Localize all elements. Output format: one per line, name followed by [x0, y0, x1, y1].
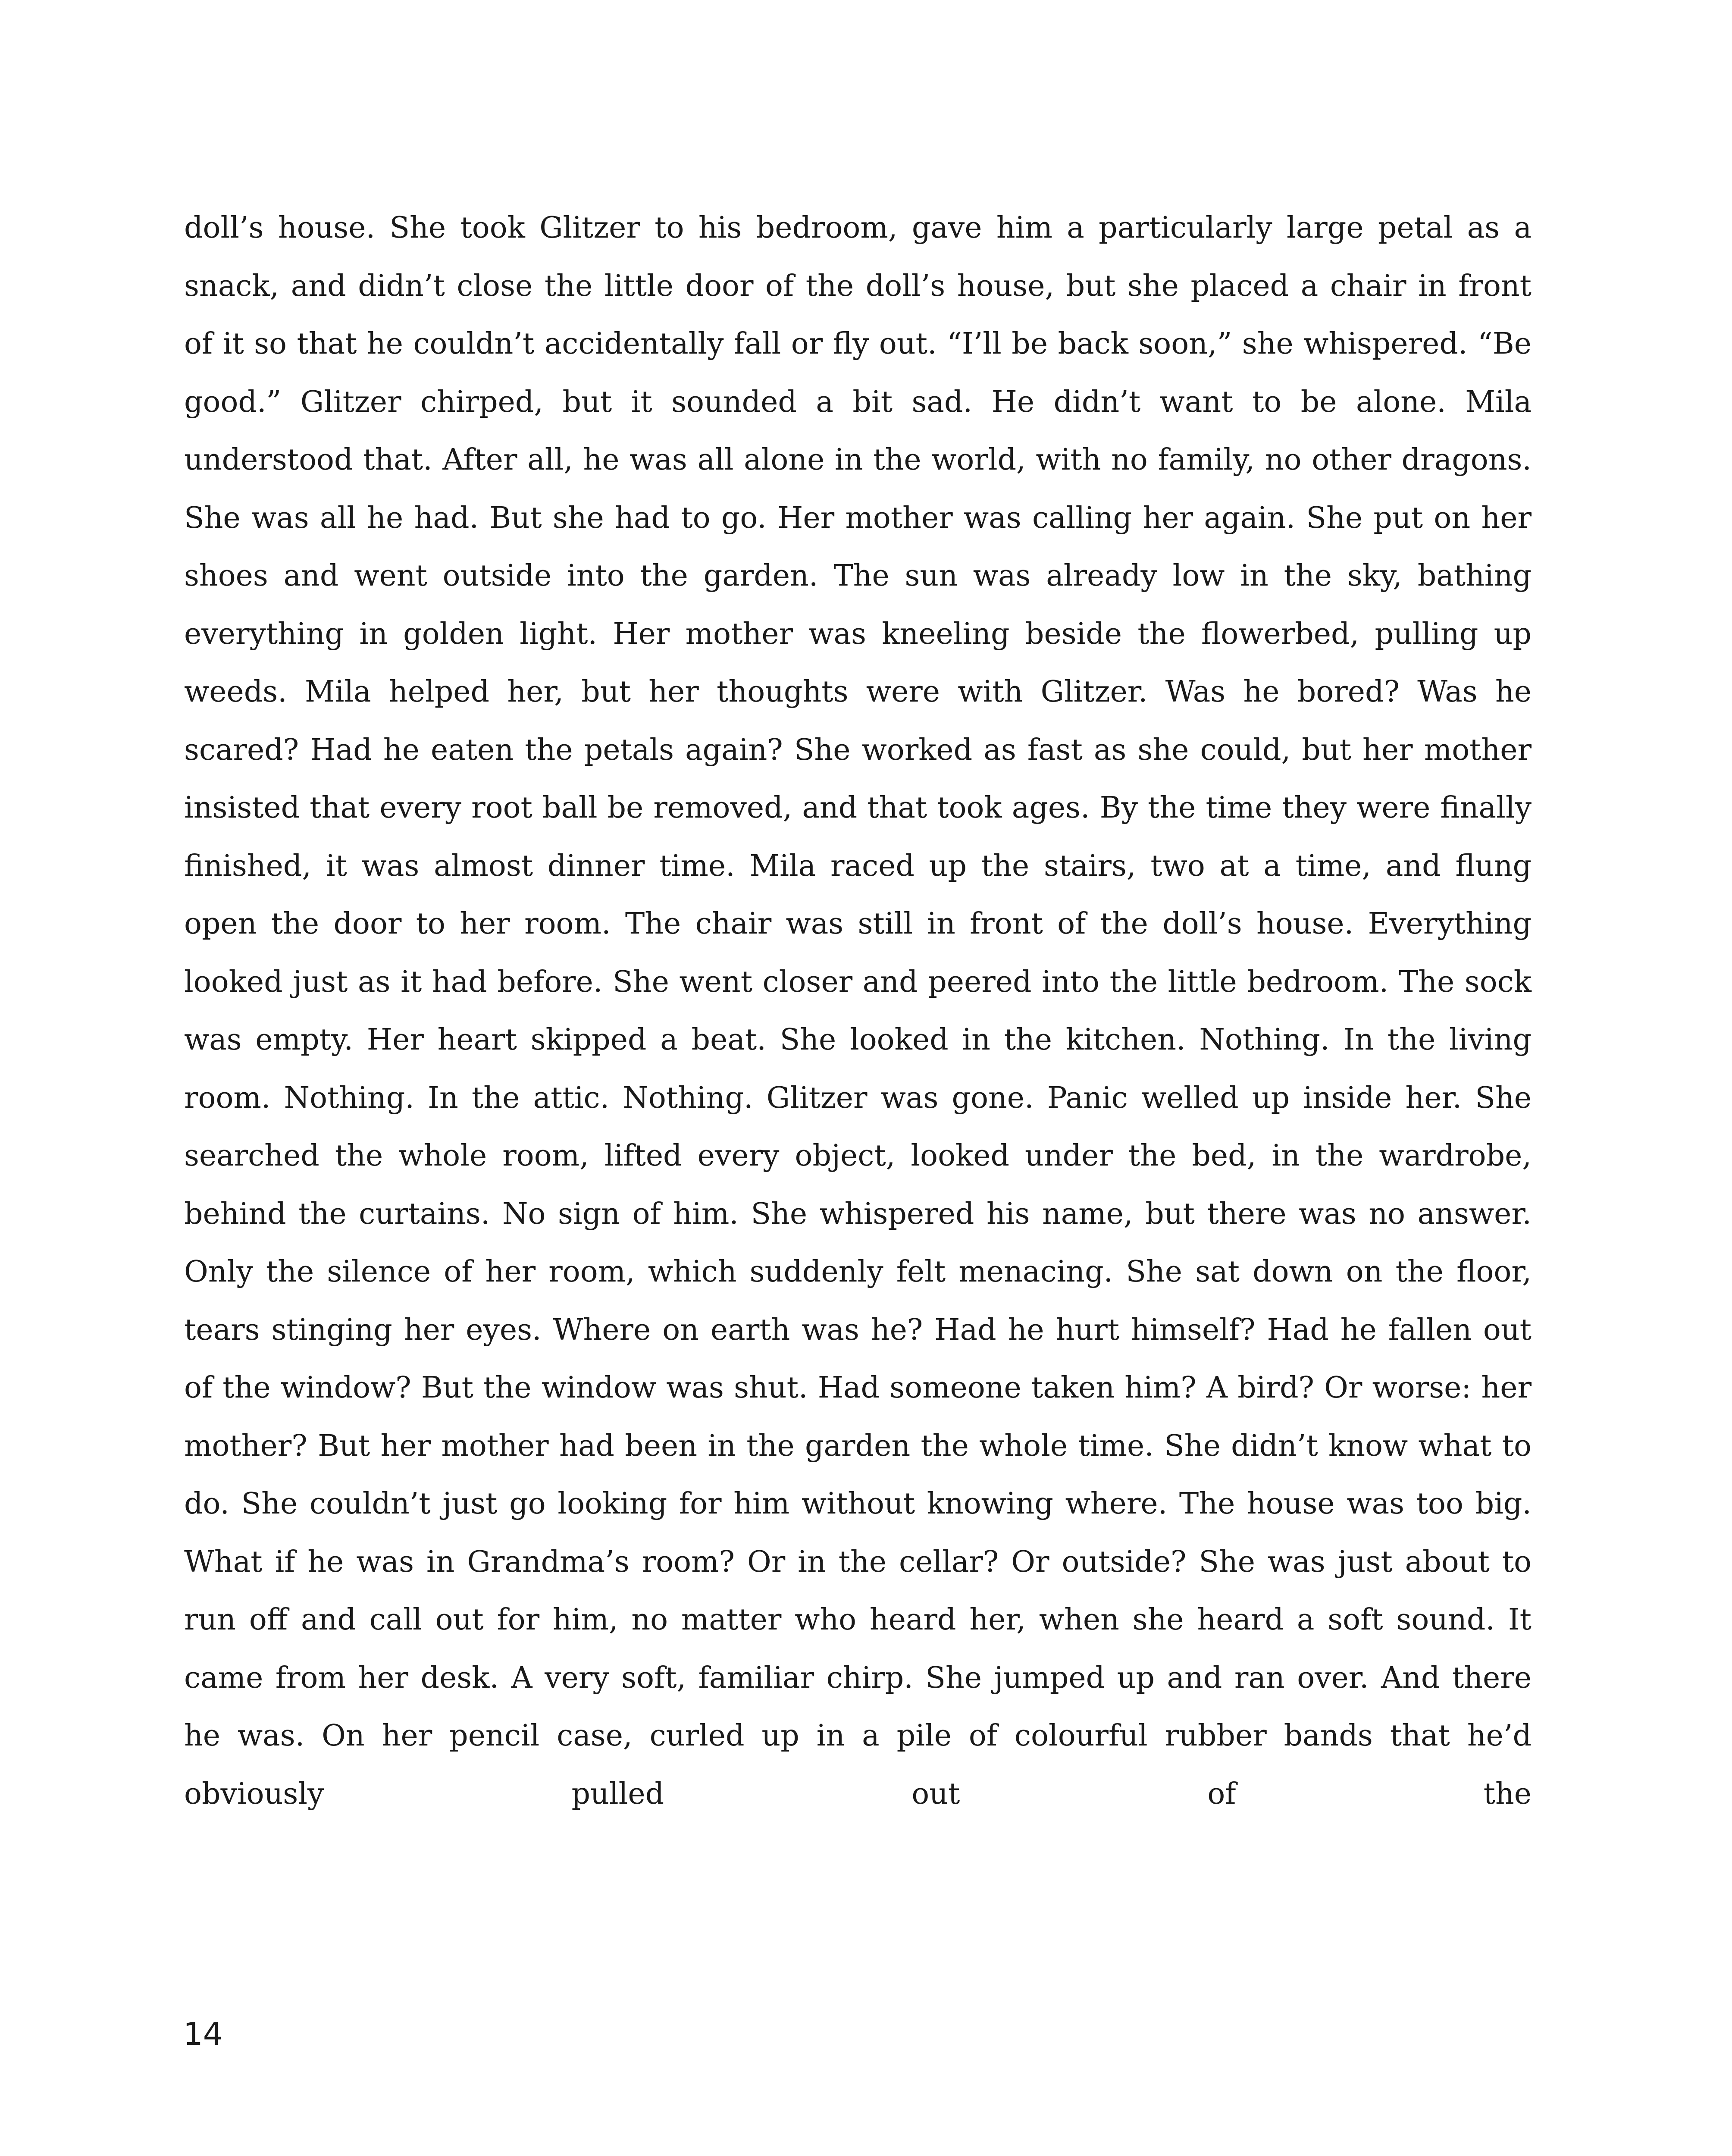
body-paragraph: doll’s house. She took Glitzer to his bedroom, gave him a particularly large petal as a snack, and didn’t close the little door of the doll’s house, but she placed a chair in front of it so that he couldn’t accidentally fall or fly out. “I’ll be back soon,” she whispered. “Be good.” Glitzer chirped, but it sounded a bit sad. He didn’t want to be alone. Mila understood that. After all, he was all alone in the world, with no family, no other dragons. She was all he had. But she had to go. Her mother was calling her again. She put on her shoes and went outside into the garden. The sun was already low in the sky, bathing everything in golden light. Her mother was kneeling beside the flowerbed, pulling up weeds. Mila helped her, but her thoughts were with Glitzer. Was he bored? Was he scared? Had he eaten the petals again? She worked as fast as she could, but her mother insisted that every root ball be removed, and that took ages. By the time they were finally finished, it was almost dinner time. Mila raced up the stairs, two at a time, and flung open the door to her room. The chair was still in front of the doll’s house. Everything looked just as it had before. She went closer and peered into the little bedroom. The sock was empty. Her heart skipped a beat. She looked in the kitchen. Nothing. In the living room. Nothing. In the attic. Nothing. Glitzer was gone. Panic welled up inside her. She searched the whole room, lifted every object, looked under the bed, in the wardrobe, behind the curtains. No sign of him. She whispered his name, but there was no answer. Only the silence of her room, which suddenly felt menacing. She sat down on the floor, tears stinging her eyes. Where on earth was he? Had he hurt himself? Had he fallen out of the window? But the window was shut. Had someone taken him? A bird? Or worse: her mother? But her mother had been in the garden the whole time. She didn’t know what to do. She couldn’t just go looking for him without knowing where. The house was too big. What if he was in Grandma’s room? Or in the cellar? Or outside? She was just about to run off and call out for him, no matter who heard her, when she heard a soft sound. It came from her desk. A very soft, familiar chirp. She jumped up and ran over. And there he was. On her pencil case, curled up in a pile of colourful rubber bands that he’d obviously pulled out of the	[184, 211, 1532, 1811]
page-number: 14	[183, 2016, 223, 2052]
